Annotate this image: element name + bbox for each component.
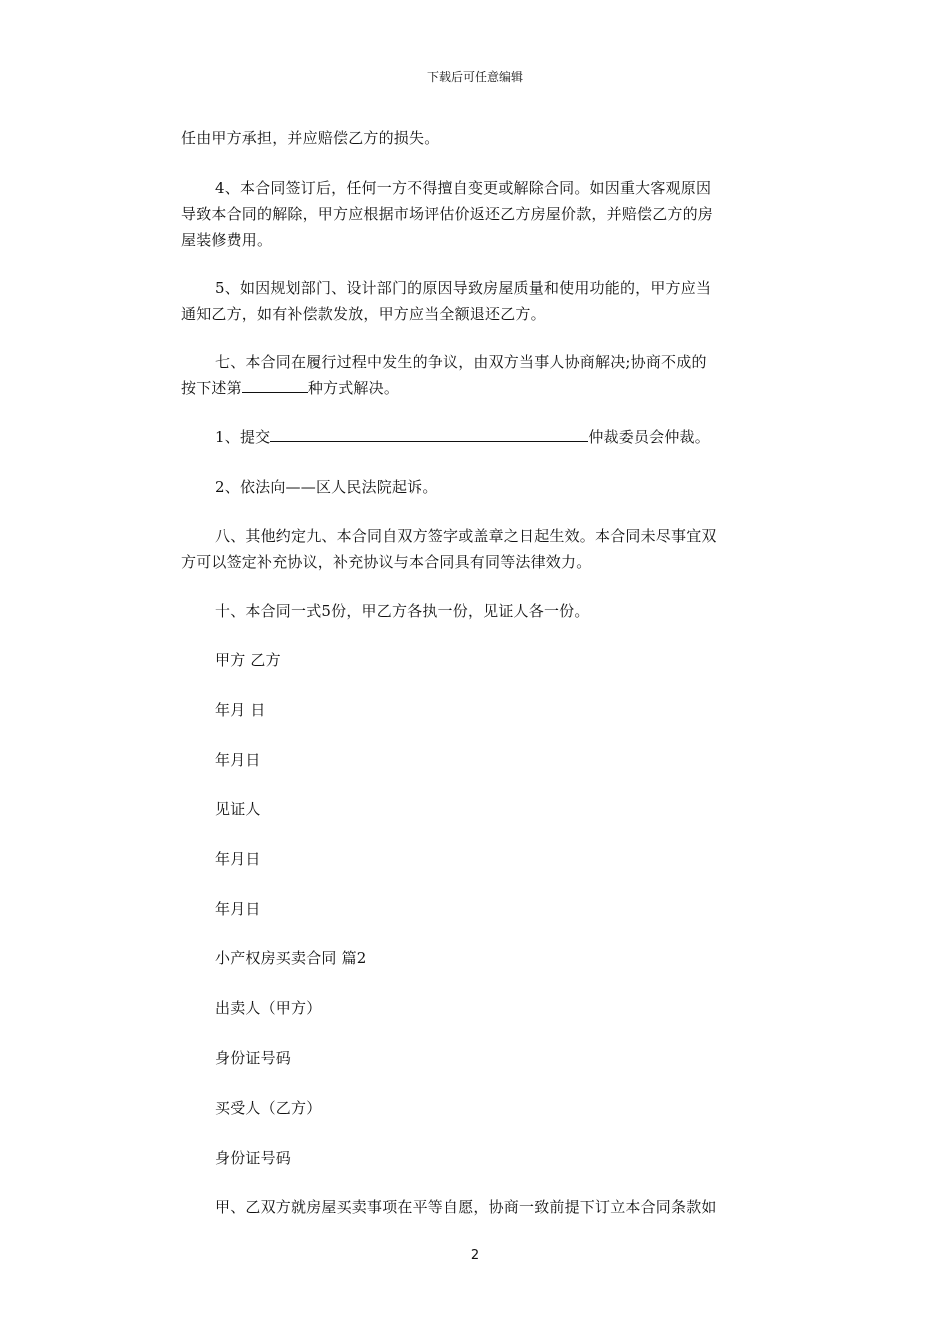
text-segment: 仲裁委员会仲裁。 — [588, 428, 710, 446]
paragraph-line: 七、本合同在履行过程中发生的争议，由双方当事人协商解决;协商不成的 — [215, 353, 707, 371]
paragraph-line: 任由甲方承担，并应赔偿乙方的损失。 — [181, 129, 440, 147]
paragraph-line: 见证人 — [215, 800, 261, 818]
paragraph-line: 方可以签定补充协议，补充协议与本合同具有同等法律效力。 — [181, 553, 592, 571]
paragraph-line: 年月日 — [215, 850, 261, 868]
paragraph-line: 身份证号码 — [215, 1049, 292, 1067]
text-segment: 种方式解决。 — [307, 379, 400, 397]
paragraph-line — [215, 424, 710, 450]
paragraph-line: 甲、乙双方就房屋买卖事项在平等自愿，协商一致前提下订立本合同条款如 — [215, 1198, 717, 1216]
paragraph-line: 4、本合同签订后，任何一方不得擅自变更或解除合同。如因重大客观原因 — [215, 179, 712, 197]
paragraph-line: 通知乙方，如有补偿款发放，甲方应当全额退还乙方。 — [181, 305, 546, 323]
text-segment: 1、提交 — [215, 428, 271, 446]
paragraph-line: 年月日 — [215, 900, 261, 918]
section-title: 小产权房买卖合同 篇2 — [215, 949, 367, 967]
paragraph-line: 屋装修费用。 — [181, 231, 273, 249]
paragraph-line: 甲方 乙方 — [215, 651, 281, 669]
paragraph-line: 身份证号码 — [215, 1149, 292, 1167]
blank-field — [270, 426, 588, 442]
paragraph-line: 年月 日 — [215, 701, 266, 719]
paragraph-line: 买受人（乙方） — [215, 1099, 322, 1117]
paragraph-line: 出卖人（甲方） — [215, 999, 322, 1017]
paragraph-line — [181, 375, 399, 401]
paragraph-line: 2、依法向——区人民法院起诉。 — [215, 478, 438, 496]
paragraph-line: 八、其他约定九、本合同自双方签字或盖章之日起生效。本合同未尽事宜双 — [215, 527, 717, 545]
page-header: 下载后可任意编辑 — [426, 70, 523, 84]
paragraph-line: 十、本合同一式5份，甲乙方各执一份，见证人各一份。 — [215, 602, 590, 620]
paragraph-line: 5、如因规划部门、设计部门的原因导致房屋质量和使用功能的，甲方应当 — [215, 279, 712, 297]
paragraph-line: 年月日 — [215, 751, 261, 769]
blank-field — [242, 377, 308, 393]
paragraph-line: 导致本合同的解除，甲方应根据市场评估价返还乙方房屋价款，并赔偿乙方的房 — [181, 205, 714, 223]
page-number: 2 — [470, 1248, 480, 1263]
text-segment: 按下述第 — [181, 379, 242, 397]
